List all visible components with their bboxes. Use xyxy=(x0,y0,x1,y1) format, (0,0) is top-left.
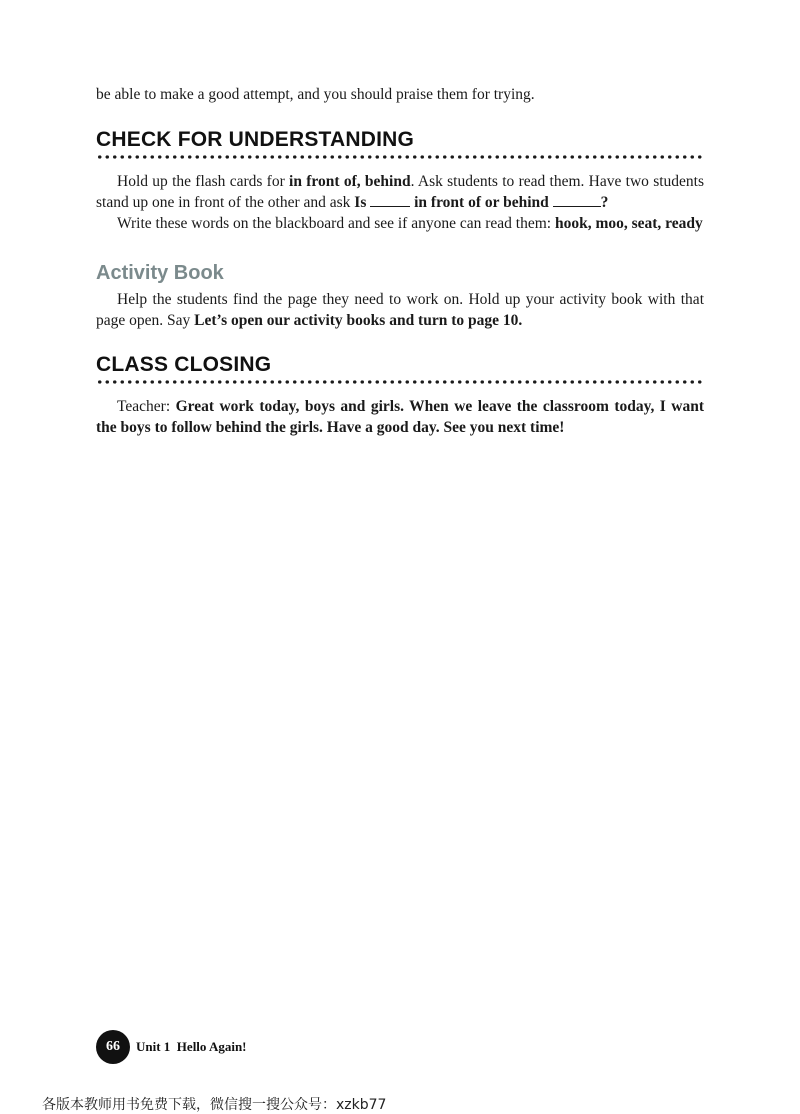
page-footer xyxy=(96,1030,247,1064)
text-span: Help the students find the page they need to work on. Hold up your activity book with that page open. Say xyxy=(96,291,704,329)
text-span: . Ask students to read them. Have two students stand up one in front of the other and ask xyxy=(96,173,704,211)
check-for-understanding-section xyxy=(96,128,704,234)
bold-phrase: ? xyxy=(600,194,609,211)
class-closing-section xyxy=(96,353,704,438)
bold-phrase: hook, moo, seat, ready xyxy=(554,215,703,232)
bold-phrase: Great work today, boys and girls. When we leave the classroom today, I want the boys to follow behind the girls. Have a good day. See you next time! xyxy=(96,398,705,436)
bold-phrase: Let’s open our activity books and turn to page 10. xyxy=(194,312,523,329)
check-paragraph-2 xyxy=(96,213,704,234)
check-paragraph-1 xyxy=(96,171,704,213)
bold-phrase: in front of or behind xyxy=(414,194,549,211)
bold-phrase: in front of, behind xyxy=(289,173,411,190)
fill-in-blank xyxy=(553,193,601,207)
closing-paragraph xyxy=(96,396,704,438)
text-span: Write these words on the blackboard and see if anyone can read them: xyxy=(117,215,555,232)
dotted-divider xyxy=(96,379,704,385)
watermark-text: 各版本教师用书免费下载，微信搜一搜公众号：xzkb77 xyxy=(42,1097,387,1113)
sub-heading-activity-book: Activity Book xyxy=(96,262,224,284)
section-heading-check: CHECK FOR UNDERSTANDING xyxy=(96,128,415,151)
fill-in-blank xyxy=(370,193,410,207)
bold-phrase: Is xyxy=(354,194,367,211)
text-span: Teacher: xyxy=(117,398,176,415)
page-number-badge: 66 xyxy=(96,1030,130,1064)
unit-label: Unit 1 Hello Again! xyxy=(136,1039,247,1054)
text-span: Hold up the flash cards for xyxy=(117,173,290,190)
activity-book-section xyxy=(96,261,704,331)
section-heading-closing: CLASS CLOSING xyxy=(96,353,272,376)
activity-paragraph xyxy=(96,289,704,331)
intro-paragraph: be able to make a good attempt, and you should praise them for trying. xyxy=(96,86,535,103)
dotted-divider xyxy=(96,154,704,160)
